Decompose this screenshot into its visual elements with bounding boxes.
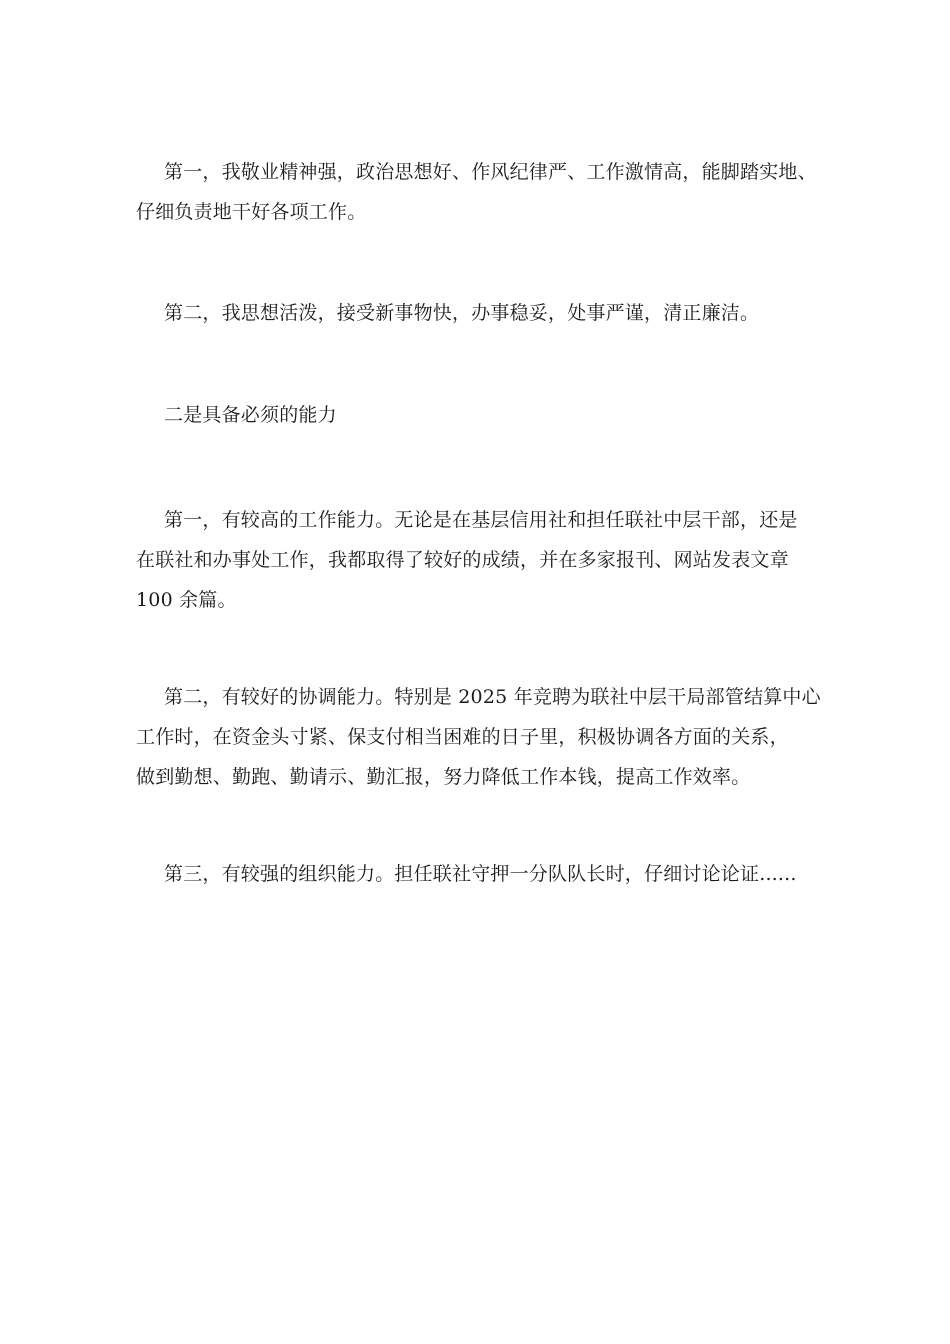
text-line: 第一，有较高的工作能力。无论是在基层信用社和担任联社中层干部，还是: [164, 509, 798, 531]
text-line: 仔细负责地干好各项工作。: [136, 201, 367, 223]
paragraph-dedication: [136, 152, 816, 232]
text-line: 做到勤想、勤跑、勤请示、勤汇报，努力降低工作本钱，提高工作效率。: [136, 766, 751, 788]
text-line: 二是具备必须的能力: [164, 404, 337, 426]
paragraph-coordination-ability: [136, 677, 821, 797]
text-line: 在联社和办事处工作，我都取得了较好的成绩，并在多家报刊、网站发表文章: [136, 549, 789, 571]
text-line: 第二，我思想活泼，接受新事物快，办事稳妥，处事严谨，清正廉洁。: [164, 302, 760, 324]
paragraph-organization-ability: [136, 854, 816, 894]
paragraph-mindset: [136, 293, 816, 333]
text-line: 工作时，在资金头寸紧、保支付相当困难的日子里，积极协调各方面的关系，: [136, 726, 789, 748]
text-line: 第二，有较好的协调能力。特别是 2025 年竞聘为联社中层干局部管结算中心: [164, 686, 821, 708]
text-line: 第一，我敬业精神强，政治思想好、作风纪律严、工作激情高，能脚踏实地、: [164, 161, 817, 183]
text-line: 第三，有较强的组织能力。担任联社守押一分队队长时，仔细讨论论证......: [164, 863, 797, 885]
paragraph-work-ability: [136, 500, 816, 620]
text-line: 100 余篇。: [136, 589, 237, 611]
section-heading-abilities: [136, 395, 816, 435]
